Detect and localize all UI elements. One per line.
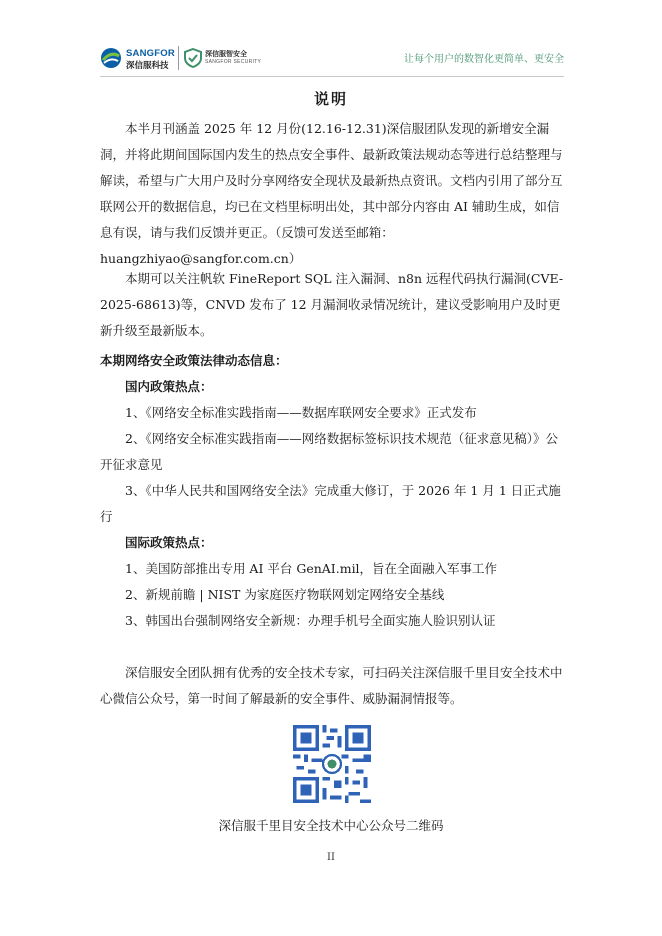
- domestic-item: 2、《网络安全标准实践指南——网络数据标签标识技术规范（征求意见稿）》公开征求意见: [100, 431, 558, 472]
- domestic-item: 3、《中华人民共和国网络安全法》完成重大修订，于 2026 年 1 月 1 日正式施行: [100, 483, 561, 524]
- page-number: II: [327, 852, 335, 863]
- international-item: 3、韩国出台强制网络安全新规：办理手机号全面实施人脸识别认证: [125, 613, 496, 628]
- page-header: [100, 44, 564, 74]
- international-item: 2、新规前瞻 | NIST 为家庭医疗物联网划定网络安全基线: [125, 587, 445, 602]
- qr-caption: 深信服千里目安全技术中心公众号二维码: [218, 818, 444, 833]
- header-slogan: 让每个用户的数智化更简单、更安全: [404, 54, 564, 65]
- focus-paragraph: 本期可以关注帆软 FineReport SQL 注入漏洞、n8n 远程代码执行漏洞(CVE-2025-68613)等，CNVD 发布了 12 月漏洞收录情况统计，建议受影响用户及时更新升级至最新版本。: [100, 271, 564, 338]
- brand-name-cn: 深信服科技: [126, 61, 169, 71]
- brand-divider: [178, 46, 179, 70]
- security-brand-en: SANGFOR SECURITY: [205, 59, 262, 65]
- brand-name-en: SANGFOR: [126, 48, 175, 59]
- security-shield-icon: [184, 48, 202, 68]
- sangfor-logo-icon: [100, 47, 122, 69]
- intro-paragraph: 本半月刊涵盖 2025 年 12 月份(12.16-12.31)深信服团队发现的新增安全漏洞，并将此期间国际国内发生的热点安全事件、最新政策法规动态等进行总结整理与解读，希望与广大用户及时分享网络安全现状及最新热点资讯。文档内引用了部分互联网公开的数据信息，均已在文档里标明出处，其中部分内容由 AI 辅助生成，如信息有误，请与我们反馈并更正。（反馈可发送至邮箱：huangzhiyao@sangfor.com.cn）: [100, 121, 563, 266]
- closing-paragraph: 深信服安全团队拥有优秀的安全技术专家，可扫码关注深信服千里目安全技术中心微信公众号，第一时间了解最新的安全事件、威胁漏洞情报等。: [100, 665, 563, 706]
- security-brand-cn: 深信服智安全: [205, 50, 247, 58]
- page-title: 说明: [313, 90, 348, 108]
- domestic-item: 1、《网络安全标准实践指南——数据库联网安全要求》正式发布: [125, 405, 477, 420]
- wechat-qr-code[interactable]: [293, 725, 371, 803]
- international-item: 1、美国防部推出专用 AI 平台 GenAI.mil，旨在全面融入军事工作: [125, 561, 498, 576]
- international-heading: 国际政策热点：: [125, 535, 213, 550]
- domestic-heading: 国内政策热点：: [125, 379, 213, 394]
- policy-heading: 本期网络安全政策法律动态信息：: [100, 353, 288, 368]
- header-divider: [100, 76, 564, 77]
